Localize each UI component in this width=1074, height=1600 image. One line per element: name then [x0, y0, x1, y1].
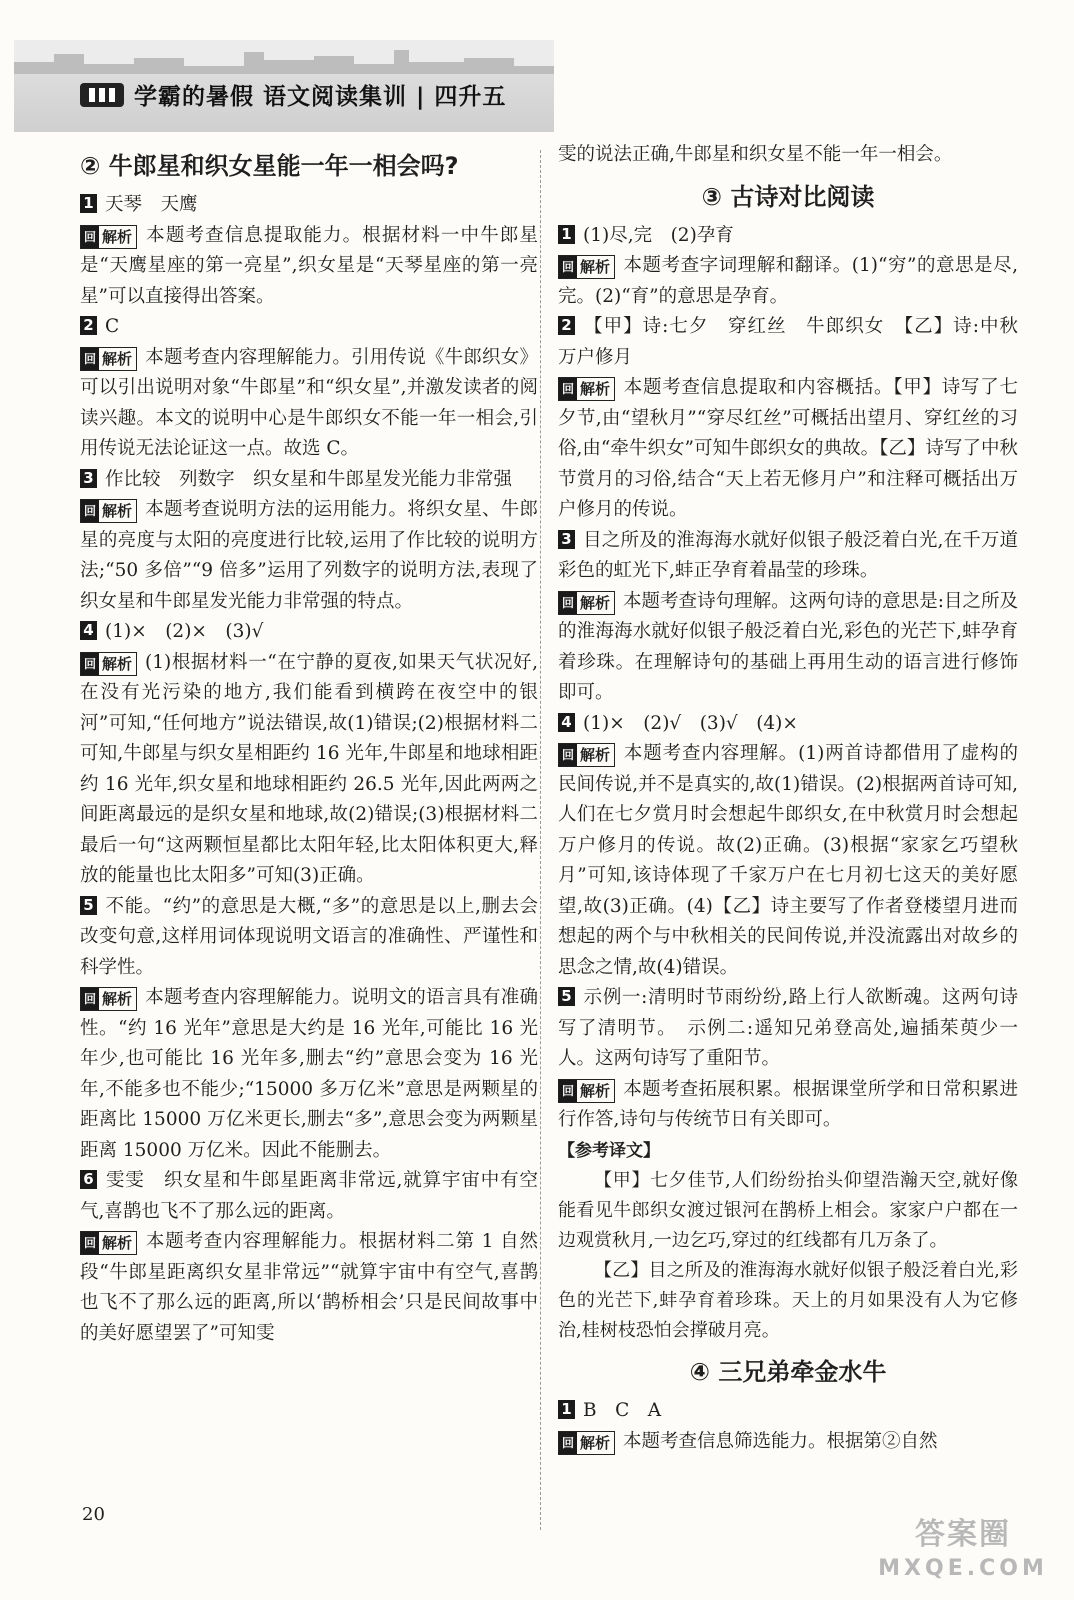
reference-label: 【参考译文】 — [558, 1140, 660, 1161]
section-title: ③ 古诗对比阅读 — [701, 182, 875, 211]
question-number: 5 — [558, 987, 575, 1006]
analysis: 回 解析 本题考查信息提取和内容概括。【甲】诗写了七夕节,由“望秋月”“穿尽红丝”可概括出望月、穿红丝的习俗,由“牵牛织女”可知牛郎织女的典故。【乙】诗写了中秋节赏月的习俗,结合“天上若无修月户”和注释可概括出万户修月的传说。 — [558, 377, 1018, 520]
analysis: 回 解析 本题考查拓展积累。根据课堂所学和日常积累进行作答,诗句与传统节日有关即可。 — [558, 1078, 1018, 1130]
question-number: 2 — [80, 316, 97, 335]
analysis: 回 解析 (1)根据材料一“在宁静的夏夜,如果天气状况好,在没有光污染的地方,我们能看到横跨在夜空中的银河”可知,“任何地方”说法错误,故(1)错误;(2)根据材料二可知,牛郎星与织女星相距约 16 光年,牛郎星和地球相距约 16 光年,织女星和地球相距约 26.5 光年,因此两两之间距离最远的是织女星和地球,故(2)错误;(3)根据材料二最后一句“这两颗恒星都比太阳年轻,比太阳体积更大,释放的能量也比太阳多”可知(3)正确。 — [80, 651, 538, 886]
analysis-icon: 回 — [81, 988, 99, 1010]
analysis-badge: 回 解析 — [80, 987, 137, 1011]
answer: 1 天琴 天鹰 — [80, 190, 538, 221]
answer: 6 雯雯 织女星和牛郎星距离非常远,就算宇宙中有空气,喜鹊也飞不了那么远的距离。 — [80, 1170, 538, 1222]
analysis-icon: 回 — [81, 226, 99, 248]
question-number: 4 — [80, 621, 97, 640]
answer: 5 不能。“约”的意思是大概,“多”的意思是以上,删去会改变句意,这样用词体现说明文语言的准确性、严谨性和科学性。 — [80, 895, 538, 978]
page-header — [14, 40, 554, 132]
continued-text: 雯的说法正确,牛郎星和织女星不能一年一相会。 — [558, 144, 953, 165]
answer: 2 C — [80, 312, 538, 343]
section-title: ② 牛郎星和织女星能一年一相会吗? — [80, 152, 459, 180]
question-number: 6 — [80, 1170, 97, 1189]
question-number: 1 — [558, 1400, 575, 1419]
analysis-icon: 回 — [81, 653, 99, 675]
answer: 5 示例一:清明时节雨纷纷,路上行人欲断魂。这两句诗写了清明节。 示例二:遥知兄弟登高处,遍插茱萸少一人。这两句诗写了重阳节。 — [558, 987, 1018, 1069]
analysis: 回 解析 本题考查内容理解能力。说明文的语言具有准确性。“约 16 光年”意思是大约是 16 光年,可能比 16 光年少,也可能比 16 光年多,删去“约”意思会变为 16 光年,不能多也不能少;“15000 多万亿米”意思是两颗星的距离比 15000 万亿米更长,删去“多”,意思会变为两颗星距离 15000 万亿米。因此不能删去。 — [80, 987, 538, 1161]
answer: 4 (1)× (2)√ (3)√ (4)× — [558, 709, 1018, 740]
answer: 3 目之所及的淮海海水就好似银子般泛着白光,在千万道彩色的虹光下,蚌正孕育着晶莹的珍珠。 — [558, 529, 1018, 581]
header-title: 学霸的暑假 语文阅读集训 | 四升五 — [134, 84, 507, 110]
analysis-icon: 回 — [559, 592, 577, 614]
question-number: 5 — [80, 896, 97, 915]
analysis-badge: 回 解析 — [80, 499, 137, 523]
skyline-decoration — [14, 40, 554, 74]
right-column — [558, 140, 1037, 1457]
analysis-icon: 回 — [81, 348, 99, 370]
analysis: 回 解析 本题考查诗句理解。这两句诗的意思是:目之所及的淮海海水就好似银子般泛着白光,彩色的光芒下,蚌孕育着珍珠。在理解诗句的基础上再用生动的语言进行修饰即可。 — [558, 590, 1018, 703]
question-number: 4 — [558, 713, 575, 732]
analysis-icon: 回 — [81, 500, 99, 522]
book-logo-icon — [80, 83, 124, 107]
analysis: 回 解析 本题考查内容理解能力。根据材料二第 1 自然段“牛郎星距离织女星非常远”“就算宇宙中有空气,喜鹊也飞不了那么远的距离,所以‘鹊桥相会’只是民间故事中的美好愿望罢了”可知雯 — [80, 1231, 538, 1344]
answer: 2 【甲】诗:七夕 穿红丝 牛郎织女 【乙】诗:中秋 万户修月 — [558, 316, 1037, 368]
answer: 4 (1)× (2)× (3)√ — [80, 617, 538, 648]
analysis-icon: 回 — [559, 744, 577, 766]
question-number: 3 — [558, 530, 575, 549]
analysis-icon: 回 — [81, 1232, 99, 1254]
question-number: 2 — [558, 316, 575, 335]
analysis-badge: 回 解析 — [558, 591, 615, 615]
analysis-badge: 回 解析 — [80, 652, 137, 676]
column-divider — [540, 150, 542, 1530]
watermark-text: 答案圈 — [915, 1517, 1011, 1552]
analysis-badge: 回 解析 — [558, 1079, 615, 1103]
analysis: 回 解析 本题考查内容理解能力。引用传说《牛郎织女》可以引出说明对象“牛郎星”和“织女星”,并激发读者的阅读兴趣。本文的说明中心是牛郎织女不能一年一相会,引用传说无法论证这一点。故选 C。 — [80, 346, 538, 459]
question-number: 1 — [80, 194, 97, 213]
analysis-badge: 回 解析 — [558, 1431, 615, 1455]
answer: 1 B C A — [558, 1396, 1018, 1427]
analysis: 回 解析 本题考查字词理解和翻译。(1)“穷”的意思是尽,完。(2)“育”的意思是孕育。 — [558, 255, 1018, 307]
analysis-badge: 回 解析 — [558, 743, 615, 767]
left-column — [80, 140, 538, 1349]
analysis-badge: 回 解析 — [80, 1231, 137, 1255]
answer: 3 作比较 列数字 织女星和牛郎星发光能力非常强 — [80, 465, 538, 496]
analysis-icon: 回 — [559, 1432, 577, 1454]
translation-yi: 【乙】目之所及的淮海海水就好似银子般泛着白光,彩色的光芒下,蚌孕育着珍珠。天上的月如果没有人为它修治,桂树枝恐怕会撑破月亮。 — [558, 1260, 1018, 1341]
analysis-badge: 回 解析 — [558, 255, 615, 279]
section-title: ④ 三兄弟牵金水牛 — [689, 1358, 887, 1386]
analysis-badge: 回 解析 — [558, 377, 615, 401]
analysis: 回 解析 本题考查说明方法的运用能力。将织女星、牛郎星的亮度与太阳的亮度进行比较,运用了作比较的说明方法;“50 多倍”“9 倍多”运用了列数字的说明方法,表现了织女星和牛郎星发光能力非常强的特点。 — [80, 499, 538, 612]
analysis-icon: 回 — [559, 1080, 577, 1102]
analysis-icon: 回 — [559, 256, 577, 278]
answer: 1 (1)尽,完 (2)孕育 — [558, 221, 1018, 252]
page-number: 20 — [82, 1504, 105, 1525]
analysis-badge: 回 解析 — [80, 347, 137, 371]
analysis-badge: 回 解析 — [80, 225, 137, 249]
analysis: 回 解析 本题考查内容理解。(1)两首诗都借用了虚构的民间传说,并不是真实的,故(1)错误。(2)根据两首诗可知,人们在七夕赏月时会想起牛郎织女,在中秋赏月时会想起万户修月的传说。故(2)正确。(3)根据“家家乞巧望秋月”可知,该诗体现了千家万户在七月初七这天的美好愿望,故(3)正确。(4)【乙】诗主要写了作者登楼望月进而想起的两个与中秋相关的民间传说,并没流露出对故乡的思念之情,故(4)错误。 — [558, 743, 1018, 978]
question-number: 1 — [558, 225, 575, 244]
watermark-url: MXQE.COM — [878, 1556, 1048, 1581]
analysis: 回 解析 本题考查信息筛选能力。根据第②自然 — [558, 1427, 1018, 1458]
analysis: 回 解析 本题考查信息提取能力。根据材料一中牛郎星是“天鹰星座的第一亮星”,织女星是“天琴星座的第一亮星”可以直接得出答案。 — [80, 224, 538, 307]
watermark-logo — [868, 1516, 1058, 1592]
analysis-icon: 回 — [559, 378, 577, 400]
translation-jia: 【甲】七夕佳节,人们纷纷抬头仰望浩瀚天空,就好像能看见牛郎织女渡过银河在鹊桥上相会。家家户户都在一边观赏秋月,一边乞巧,穿过的红线都有几万条了。 — [558, 1170, 1018, 1251]
question-number: 3 — [80, 469, 97, 488]
